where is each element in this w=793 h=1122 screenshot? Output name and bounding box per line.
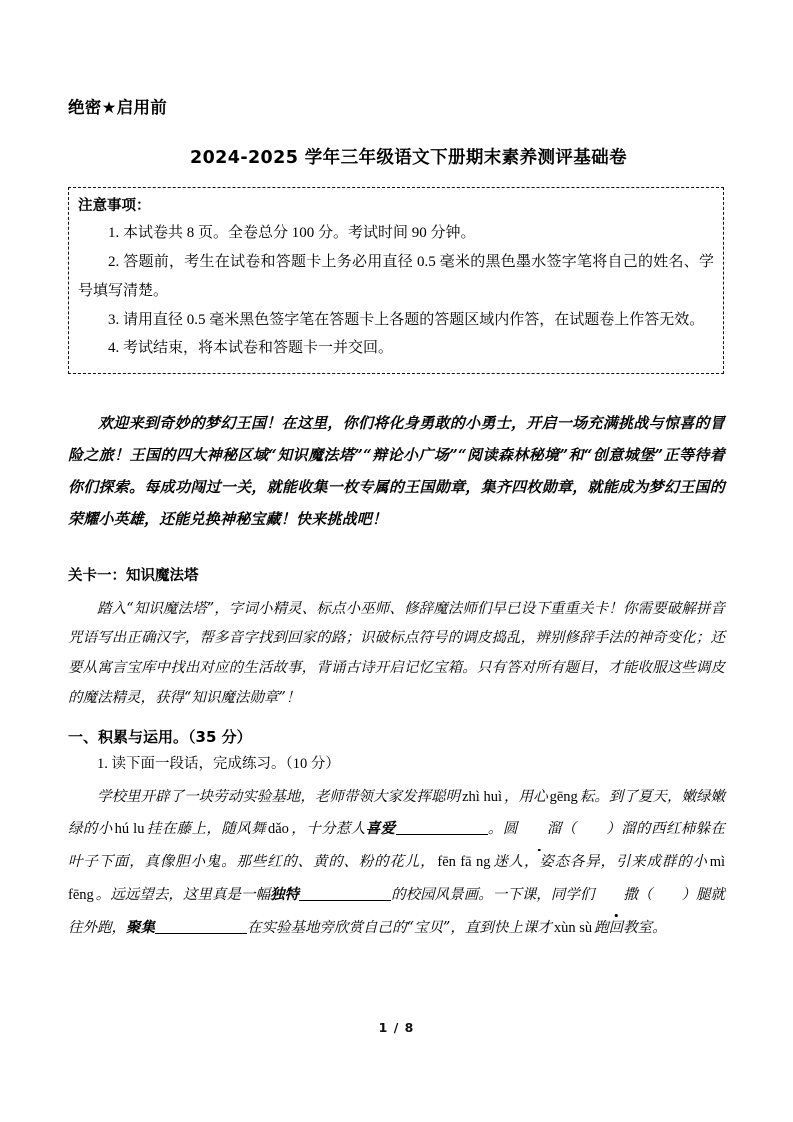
passage-text: ，十分惹人	[290, 821, 366, 838]
notice-item-4: 4. 考试结束，将本试卷和答题卡一并交回。	[108, 340, 394, 357]
level-one-description: 踏入“知识魔法塔”，字词小精灵、标点小巫师、修辞魔法师们早已设下重重关卡！你需要破解拼音咒语写出正确汉字，帮多音字找到回家的路；识破标点符号的调皮捣乱，辨别修辞手法的神奇变化；还要从寓言宝库中找出对应的生活故事，背诵古诗开启记忆宝箱。只有答对所有题目，才能收服这些调皮的魔法精灵，获得“知识魔法勋章”！	[68, 600, 725, 707]
notice-box	[68, 187, 724, 374]
pinyin-xunsu: xùn sù	[553, 919, 593, 936]
pinyin-dao: dǎo	[267, 821, 289, 838]
passage-text: 迷人，姿态各异，引来成群的小	[492, 854, 708, 871]
bold-word-juji: 聚集	[126, 918, 155, 936]
passage-text: 。远远望去，这里真是一幅	[95, 886, 271, 903]
notice-item-1: 1. 本试卷共 8 页。全卷总分 100 分。考试时间 90 分钟。	[108, 225, 476, 242]
level-one-heading: 关卡一：知识魔法塔	[68, 568, 199, 585]
pinyin-zhihui: zhì huì	[462, 788, 502, 805]
dotted-char-liu: 溜	[518, 813, 562, 846]
secret-label: 绝密★启用前	[68, 98, 168, 117]
section-one-heading: 一、积累与运用。（35 分）	[68, 728, 252, 747]
passage-text: 在实验基地旁欣赏自己的“宝贝”，直到快上课才	[247, 919, 552, 936]
pinyin-geng: gēng	[549, 788, 578, 805]
notice-item-2: 2. 答题前，考生在试卷和答题卡上务必用直径 0.5 毫米的黑色墨水签字笔将自己的姓名、学号填写清楚。	[78, 254, 714, 299]
passage-text: 耘。到了夏天，嫩绿嫩绿的小	[68, 788, 726, 838]
notice-heading: 注意事项：	[78, 197, 151, 214]
passage-text: （ ）溜的西红柿躲在叶子下面，真像胆小鬼。那些红的、黄的、粉的花儿，	[68, 821, 726, 871]
passage-text: （ ）腿就往外跑，	[68, 886, 726, 936]
answer-blank-2[interactable]	[299, 900, 391, 901]
passage-text: 挂在藤上，随风舞	[146, 821, 266, 838]
passage-text: 的校园风景画。一下课，同学们	[391, 886, 595, 903]
passage-text: 。圆	[487, 821, 518, 838]
passage-text: 跑回教室。	[594, 919, 667, 936]
question-1-prompt: 1. 读下面一段话，完成练习。（10 分）	[97, 756, 340, 773]
pinyin-hulu: hú lu	[114, 821, 145, 838]
dotted-char-sa: 撒	[594, 879, 638, 912]
passage-text: ，用心	[504, 788, 548, 805]
pinyin-fenfang: fēn fā ng	[437, 854, 491, 871]
question-1-passage	[68, 781, 725, 945]
pinyin-mifeng: mì fēng	[68, 854, 726, 903]
answer-blank-1[interactable]	[396, 834, 488, 835]
passage-text: 学校里开辟了一块劳动实验基地，老师带领大家发挥聪明	[97, 788, 461, 805]
page-title: 2024-2025 学年三年级语文下册期末素养测评基础卷	[190, 147, 627, 168]
answer-blank-3[interactable]	[155, 933, 247, 934]
intro-paragraph: 欢迎来到奇妙的梦幻王国！在这里，你们将化身勇敢的小勇士，开启一场充满挑战与惊喜的冒险之旅！王国的四大神秘区域“知识魔法塔”“辩论小广场”“阅读森林秘境”和“创意城堡”正等待着你们探索。每成功闯过一关，就能收集一枚专属的王国勋章，集齐四枚勋章，就能成为梦幻王国的荣耀小英雄，还能兑换神秘宝藏！快来挑战吧！	[68, 414, 725, 528]
notice-item-3: 3. 请用直径 0.5 毫米黑色签字笔在答题卡上各题的答题区域内作答，在试题卷上作答无效。	[108, 311, 705, 328]
bold-word-xiai: 喜爱	[365, 820, 396, 838]
bold-word-dute: 独特	[270, 885, 300, 903]
page-footer: 1 / 8	[378, 1020, 415, 1035]
